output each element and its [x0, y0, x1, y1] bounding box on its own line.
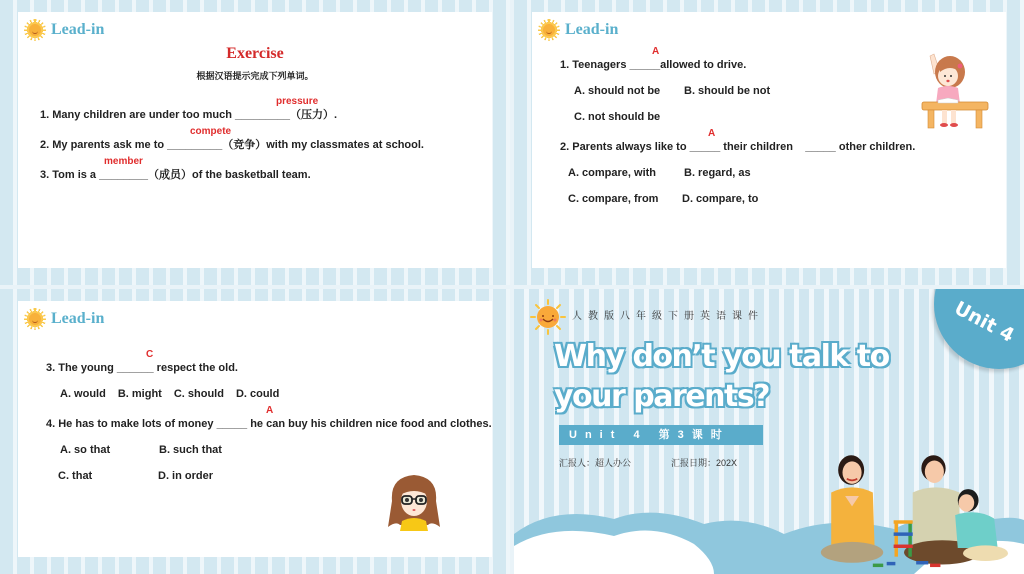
- question-text: 1. Teenagers: [560, 59, 630, 71]
- question-text: 1. Many children are under too much: [40, 109, 235, 121]
- options-row: [60, 387, 486, 401]
- option[interactable]: B. might: [117, 388, 162, 400]
- question-blank: _____: [216, 418, 248, 430]
- option[interactable]: B. should be not: [684, 85, 771, 97]
- question-1: [40, 96, 486, 122]
- option[interactable]: C. that: [58, 470, 93, 482]
- question-text: 3. The young: [46, 362, 117, 374]
- date-label: 汇报日期：202X: [671, 458, 738, 468]
- slide-card: [18, 301, 492, 557]
- option[interactable]: D. compare, to: [682, 193, 759, 205]
- option[interactable]: B. regard, as: [684, 167, 751, 179]
- question-text: 2. My parents ask me to: [40, 139, 168, 151]
- header-label: Lead-in: [565, 21, 619, 38]
- slide-cover[interactable]: [514, 289, 1024, 574]
- question-text: he can buy his children nice food and clothes.: [247, 418, 492, 430]
- question-blank: _____: [805, 141, 836, 153]
- question-text: other children.: [835, 141, 916, 153]
- sun-icon: [24, 308, 46, 330]
- slide-card: [532, 12, 1006, 268]
- question-text: 4. He has to make lots of money: [46, 418, 217, 430]
- question-blank: ______: [116, 362, 154, 374]
- sun-icon: [530, 299, 566, 335]
- slide-header: [538, 18, 1000, 42]
- girl-at-desk-illustration: [920, 52, 992, 132]
- option[interactable]: A. so that: [60, 444, 111, 456]
- option[interactable]: A. compare, with: [568, 167, 657, 179]
- question-text: （竞争）with my classmates at school.: [222, 139, 424, 151]
- option[interactable]: C. should: [173, 388, 224, 400]
- slide-header: [24, 18, 486, 42]
- options-row: [568, 192, 1000, 206]
- slide-header: [24, 307, 486, 331]
- option[interactable]: A. should not be: [574, 85, 661, 97]
- options-row: [568, 166, 1000, 180]
- exercise-instruction: 根据汉语提示完成下列单词。: [196, 71, 314, 81]
- question-text: （成员）of the basketball team.: [148, 169, 311, 181]
- slide-multiple-choice-1[interactable]: [514, 0, 1024, 285]
- question-text: 2. Parents always like to: [560, 141, 690, 153]
- header-label: Lead-in: [51, 310, 105, 327]
- reporter-label: 汇报人：超人办公: [559, 458, 632, 468]
- options-row: [60, 443, 486, 457]
- sun-icon: [538, 19, 560, 41]
- question-2: [40, 126, 486, 152]
- option[interactable]: D. could: [235, 388, 280, 400]
- answer-label: A: [708, 128, 716, 139]
- question-text: respect the old.: [153, 362, 238, 374]
- question-text: （压力）.: [290, 109, 338, 121]
- unit-badge-label: Unit 4: [950, 297, 1018, 347]
- lesson-title: Why don’t you talk to your parents?: [554, 339, 889, 414]
- question-blank: _____: [629, 59, 661, 71]
- answer-label: compete: [190, 126, 232, 137]
- answer-label: A: [652, 46, 660, 57]
- question-blank: ________: [99, 169, 149, 181]
- question-3: [40, 156, 486, 182]
- question-4: [46, 405, 492, 431]
- option[interactable]: C. compare, from: [568, 193, 659, 205]
- question-blank: _________: [167, 139, 223, 151]
- slide-card: [18, 12, 492, 268]
- answer-label: pressure: [276, 96, 319, 107]
- question-3: [46, 349, 486, 375]
- course-series-label: 人教版八年级下册英语课件: [572, 311, 764, 322]
- question-blank: _____: [689, 141, 721, 153]
- answer-label: C: [146, 349, 154, 360]
- question-blank: _________: [234, 109, 291, 121]
- exercise-title: Exercise: [226, 45, 284, 62]
- header-label: Lead-in: [51, 21, 105, 38]
- sun-icon: [24, 19, 46, 41]
- option[interactable]: D. in order: [158, 470, 214, 482]
- family-illustration: [804, 444, 1024, 574]
- question-text: their children: [720, 141, 793, 153]
- slide-exercise[interactable]: [0, 0, 510, 285]
- girl-with-glasses-illustration: [386, 471, 442, 533]
- question-text: allowed to drive.: [660, 59, 747, 71]
- answer-label: member: [104, 156, 143, 167]
- lesson-number-bar: Unit 4 第3课时: [559, 425, 763, 445]
- option[interactable]: C. not should be: [574, 111, 661, 123]
- question-text: 3. Tom is a: [40, 169, 100, 181]
- answer-label: A: [266, 405, 274, 416]
- option[interactable]: B. such that: [159, 444, 222, 456]
- option[interactable]: A. would: [60, 388, 106, 400]
- slide-multiple-choice-2[interactable]: [0, 289, 510, 574]
